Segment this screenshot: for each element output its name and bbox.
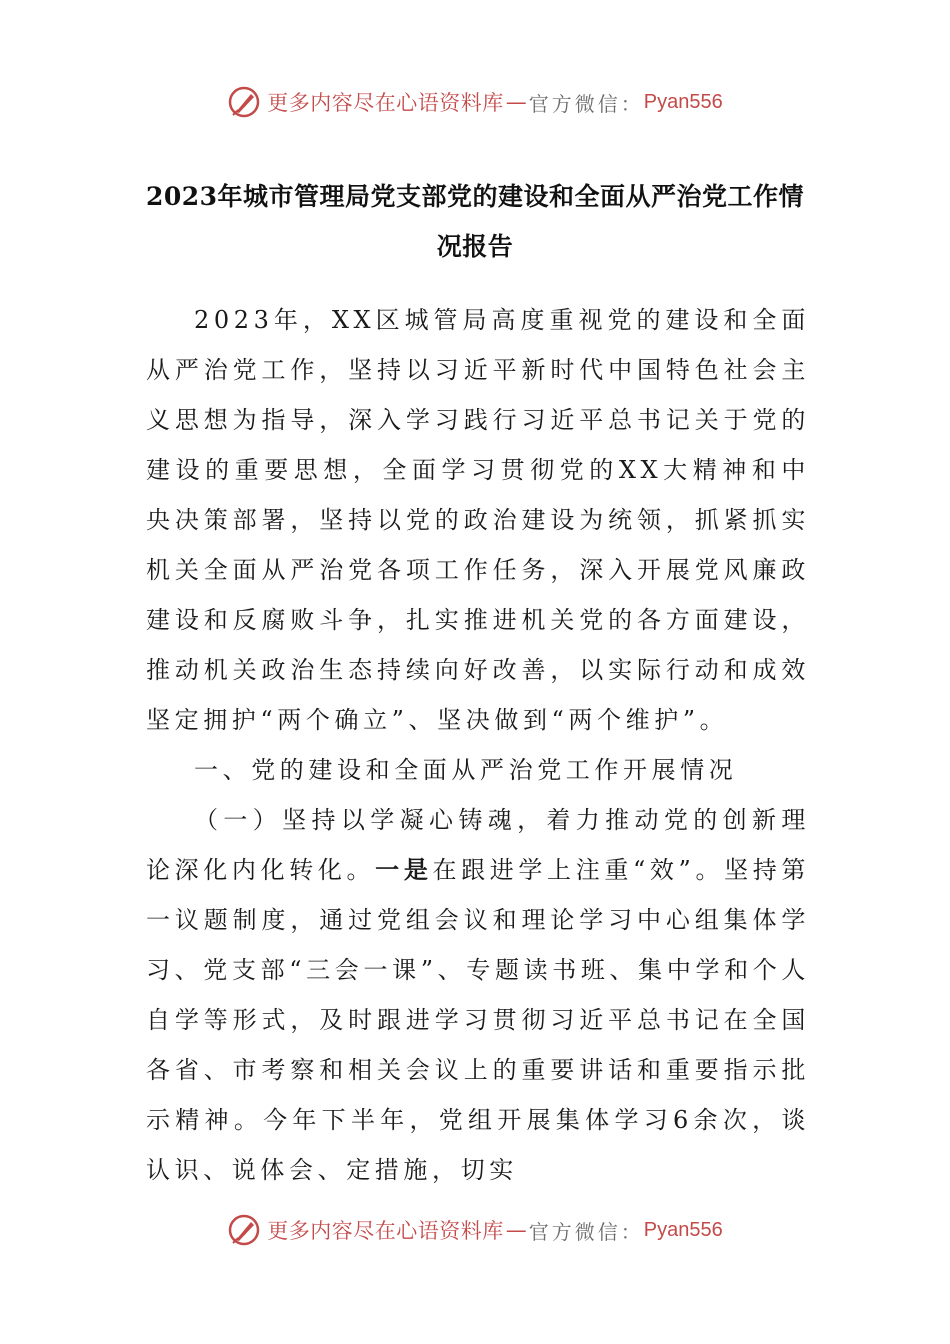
banner-wechat-id: Pyan556 — [643, 1218, 723, 1241]
emphasis-label: 一是 — [375, 855, 433, 884]
document-body — [146, 295, 810, 1195]
banner-wechat-label: 官方微信： — [528, 91, 644, 116]
subsection-lead: （一）坚持以学凝心铸魂，着力推动党的创新理论深化内化转化。 — [146, 806, 810, 884]
banner-wechat-label: 官方微信： — [528, 1219, 644, 1244]
intro-paragraph: 2023年，XX区城管局高度重视党的建设和全面从严治党工作，坚持以习近平新时代中国特色社会主义思想为指导，深入学习践行习近平总书记关于党的建设的重要思想，全面学习贯彻党的XX大精神和中央决策部署，坚持以党的政治建设为统领，抓紧抓实机关全面从严治党各项工作任务，深入开展党风廉政建设和反腐败斗争，扎实推进机关党的各方面建设，推动机关政治生态持续向好改善，以实际行动和成效坚定拥护“两个确立”、坚决做到“两个维护”。 — [146, 306, 810, 734]
section-heading: 一、党的建设和全面从严治党工作开展情况 — [194, 756, 738, 784]
banner-dash: — — [505, 1218, 527, 1242]
footer-watermark-banner — [0, 1210, 950, 1250]
header-watermark-banner — [0, 82, 950, 122]
banner-dash: — — [505, 90, 527, 114]
document-title: 2023年城市管理局党支部党的建设和全面从严治党工作情况报告 — [145, 182, 805, 261]
quill-logo-icon — [227, 1213, 261, 1247]
subsection-body: 在跟进学上注重“效”。坚持第一议题制度，通过党组会议和理论学习中心组集体学习、党支部“三会一课”、专题读书班、集中学和个人自学等形式，及时跟进学习贯彻习近平总书记在全国各省、市考察和相关会议上的重要讲话和重要指示批示精神。今年下半年，党组开展集体学习6余次，谈认识、说体会、定措施，切实 — [146, 856, 810, 1184]
banner-text: 更多内容尽在心语资料库 — [267, 91, 504, 115]
subsection-paragraph — [146, 795, 810, 1195]
quill-logo-icon — [227, 85, 261, 119]
banner-text: 更多内容尽在心语资料库 — [267, 1219, 504, 1243]
banner-wechat-id: Pyan556 — [643, 90, 723, 113]
